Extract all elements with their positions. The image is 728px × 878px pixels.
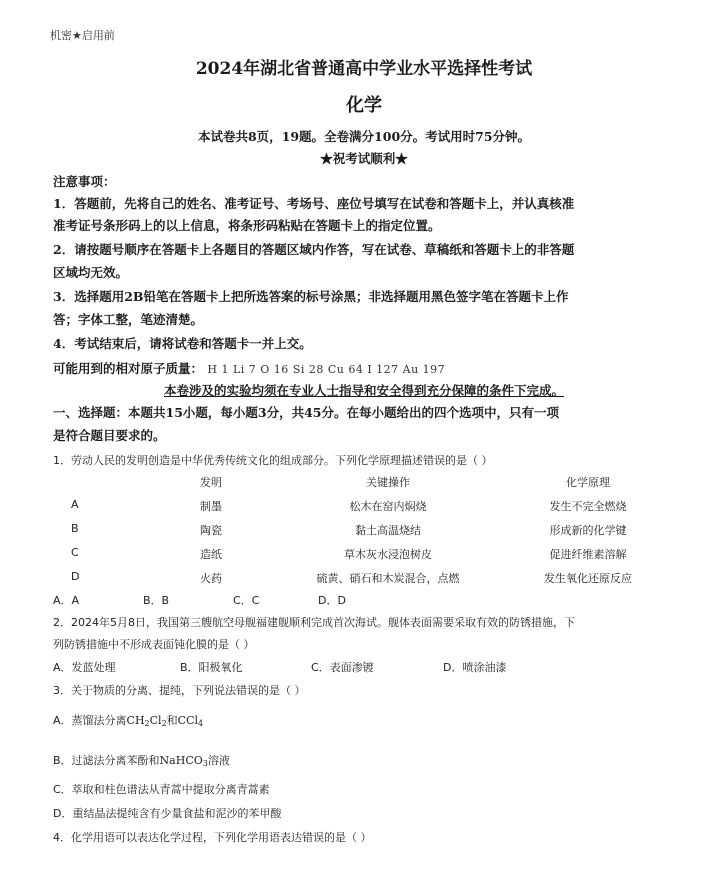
row-operation: 硫黄、硝石和木炭混合，点燃: [316, 572, 460, 585]
atomic-masses: [53, 359, 445, 377]
q4-stem: 4．化学用语可以表达化学过程，下列化学用语表达错误的是（ ）: [53, 831, 372, 844]
q2-option-a: A．发蓝处理: [53, 661, 116, 674]
q2-option-c: C．表面渗镀: [311, 661, 374, 674]
q1-option-d: D．D: [318, 594, 346, 607]
q1-option-c: C．C: [233, 594, 260, 607]
section-1-line-1: 一、选择题：本题共15小题，每小题3分，共45分。在每小题给出的四个选项中，只有一项: [53, 405, 559, 420]
q1-header-invention: 发明: [200, 476, 222, 489]
q3-option-b: B．过滤法分离苯酚和NaHCO$_3$溶液: [53, 754, 230, 768]
q3-option-d: D．重结晶法提纯含有少量食盐和泥沙的苯甲酸: [53, 807, 282, 820]
q2-stem-line-1: 2．2024年5月8日，我国第三艘航空母舰福建舰顺利完成首次海试。舰体表面需要采取有效的防锈措施，下: [53, 616, 575, 629]
notes-line-7: 4．考试结束后，请将试卷和答题卡一并上交。: [53, 336, 312, 351]
q2-stem-line-2: 列防锈措施中不形成表面钝化膜的是（ ）: [53, 638, 255, 651]
row-letter: A: [71, 498, 79, 511]
row-principle: 形成新的化学键: [549, 524, 627, 537]
exam-info: 本试卷共8页，19题。全卷满分100分。考试用时75分钟。: [197, 129, 531, 144]
row-principle: 发生氧化还原反应: [544, 572, 632, 585]
row-invention: 火药: [200, 572, 222, 585]
q1-table-header: [53, 474, 675, 490]
row-letter: B: [71, 522, 79, 535]
row-letter: D: [71, 570, 80, 583]
q2-option-b: B．阳极氧化: [180, 661, 243, 674]
notes-line-6: 答；字体工整，笔迹清楚。: [53, 312, 204, 327]
table-row: [53, 498, 675, 514]
q3-option-a-text: A．蒸馏法分离: [53, 714, 127, 727]
atomic-masses-label: 可能用到的相对原子质量：: [53, 361, 204, 376]
row-operation: 草木灰水浸泡树皮: [344, 548, 432, 561]
row-letter: C: [71, 546, 79, 559]
exam-title: 2024年湖北省普通高中学业水平选择性考试: [195, 59, 533, 79]
row-operation: 松木在窑内焖烧: [349, 500, 427, 513]
q3-option-b-text: B．过滤法分离苯酚和: [53, 754, 160, 767]
notes-line-1: 1．答题前，先将自己的姓名、准考证号、考场号、座位号填写在试卷和答题卡上，并认真核准: [53, 196, 575, 211]
atomic-masses-values: H 1 Li 7 O 16 Si 28 Cu 64 I 127 Au 197: [207, 363, 446, 376]
notes-line-3: 2．请按题号顺序在答题卡上各题目的答题区域内作答，写在试卷、草稿纸和答题卡上的非答题: [53, 242, 575, 257]
confidential-mark: 机密★启用前: [50, 29, 115, 42]
row-principle: 促进纤维素溶解: [549, 548, 627, 561]
row-invention: 制墨: [200, 500, 222, 513]
q1-header-operation: 关键操作: [366, 476, 410, 489]
subject-title: 化学: [346, 95, 382, 116]
q1-stem: 1．劳动人民的发明创造是中华优秀传统文化的组成部分。下列化学原理描述错误的是（ ）: [53, 454, 493, 467]
q1-option-b: B．B: [143, 594, 170, 607]
notes-line-4: 区域均无效。: [53, 265, 129, 280]
table-row: [53, 522, 675, 538]
formula-ch2cl2: $CH_2Cl_2$: [126, 714, 167, 728]
row-principle: 发生不完全燃烧: [549, 500, 627, 513]
notes-heading: 注意事项：: [53, 174, 116, 189]
formula-nahco3: NaHCO$_3$: [159, 754, 208, 768]
table-row: [53, 570, 675, 586]
safety-note: 本卷涉及的实验均须在专业人士指导和安全得到充分保障的条件下完成。: [163, 383, 564, 398]
good-luck-line: ★祝考试顺利★: [320, 151, 408, 166]
q3-stem: 3．关于物质的分离、提纯，下列说法错误的是（ ）: [53, 684, 306, 697]
row-invention: 造纸: [200, 548, 222, 561]
section-1-line-2: 是符合题目要求的。: [53, 428, 166, 443]
q3-option-a: A．蒸馏法分离$CH_2Cl_2$和CCl$_4$: [53, 714, 204, 728]
q2-option-d: D．喷涂油漆: [443, 661, 507, 674]
row-operation: 黏土高温烧结: [355, 524, 421, 537]
notes-line-5: 3．选择题用2B铅笔在答题卡上把所选答案的标号涂黑；非选择题用黑色签字笔在答题卡上作: [53, 289, 569, 304]
notes-line-2: 准考证号条形码上的以上信息，将条形码粘贴在答题卡上的指定位置。: [53, 218, 441, 233]
formula-ccl4: CCl$_4$: [177, 714, 204, 728]
q3-option-c: C．萃取和柱色谱法从青蒿中提取分离青蒿素: [53, 783, 270, 796]
row-invention: 陶瓷: [200, 524, 222, 537]
q1-option-a: A．A: [53, 594, 80, 607]
q1-header-principle: 化学原理: [566, 476, 610, 489]
table-row: [53, 546, 675, 562]
